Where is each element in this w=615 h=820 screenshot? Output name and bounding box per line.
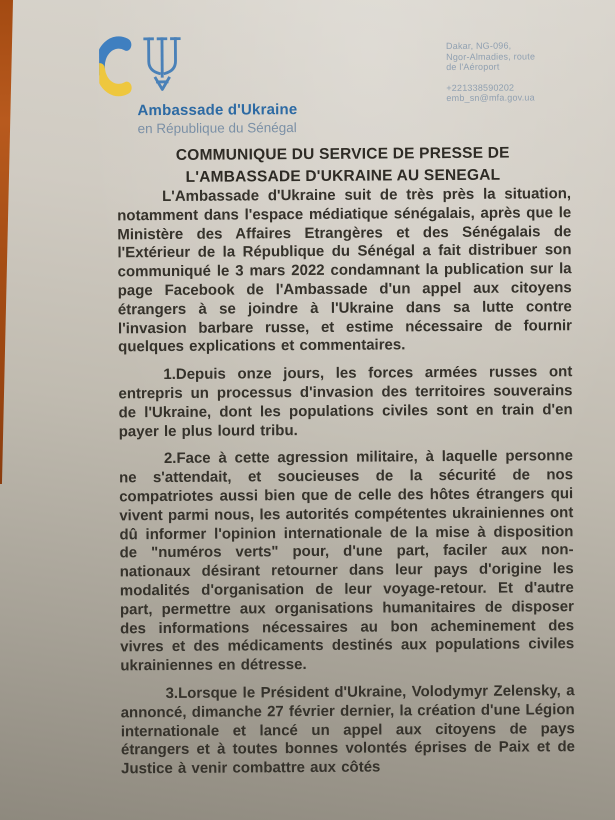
paragraph-point-2: 2.Face à cette agression militaire, à laquelle personne ne s'attendait, et soucieuses de la sécurité de nos compatriotes aussi bien que de celle des hôtes étrangers qui vivent parmi nous, les autorités compétentes ukrainiennes ont dû informer l'opinion internationale de la mise à disposition de "numéros verts" pour, d'une part, faciler aux non-nationaux désirant retourner dans leur pays d'origine les modalités d'organisation de leur voyage-retour. Et d'autre part, permettre aux organisations humanitaires de disposer des informations nécessaires au bon acheminement des vivres et des médicaments destinés aux populations civiles ukrainiennes en détresse. (118, 447, 575, 675)
contact-spacer (446, 72, 535, 83)
org-subtitle: en République du Sénégal (137, 120, 297, 137)
paragraph-point-1: 1.Depuis onze jours, les forces armées russes ont entrepris un processus d'invasion des territoires souverains de l'Ukraine, dont les populations civiles sont en train d'en payer le plus lourd tribu. (118, 363, 573, 440)
embassy-logo (99, 28, 184, 105)
address-line-2: Ngor-Almadies, route (446, 50, 536, 62)
press-release-body (117, 185, 575, 788)
phone-number: +221338590202 (446, 82, 515, 93)
email-address: emb_sn@mfa.gov.ua (446, 92, 535, 104)
title-line-1: COMMUNIQUE DU SERVICE DE PRESSE DE (175, 144, 510, 164)
address-line-1: Dakar, NG-096, (445, 40, 512, 52)
document-title (107, 142, 579, 188)
tryzub-trident-icon (141, 35, 183, 95)
paragraph-intro: L'Ambassade d'Ukraine suit de très près la situation, notamment dans l'espace médiatique sénégalais, après que le Ministère des Affaires Etrangères et des Sénégalais de l'Extérieur de la République du Sénégal a fait distribuer son communiqué le 3 mars 2022 condamnant la publication sur la page Facebook de l'Ambassade d'un appel aux citoyens étrangers à se joindre à l'Ukraine dans sa lutte contre l'invasion barbare russe, et estime nécessaire de fournir quelques explications et commentaires. (117, 185, 573, 356)
org-name: Ambassade d'Ukraine (137, 101, 298, 120)
org-block (137, 101, 297, 136)
address-line-3: de l'Aéroport (446, 61, 500, 73)
paragraph-point-3: 3.Lorsque le Président d'Ukraine, Volodymyr Zelensky, a annoncé, dimanche 27 février dernier, la création d'une Légion internationale et lancé un appel aux citoyens de pays étrangers et à toutes bonnes volontés éprises de Paix et de Justice à venir combattre aux côtés (120, 682, 575, 778)
contact-block (446, 40, 535, 103)
title-line-2: L'AMBASSADE D'UKRAINE AU SENEGAL (185, 166, 501, 186)
ukraine-crescent-icon (99, 28, 133, 104)
